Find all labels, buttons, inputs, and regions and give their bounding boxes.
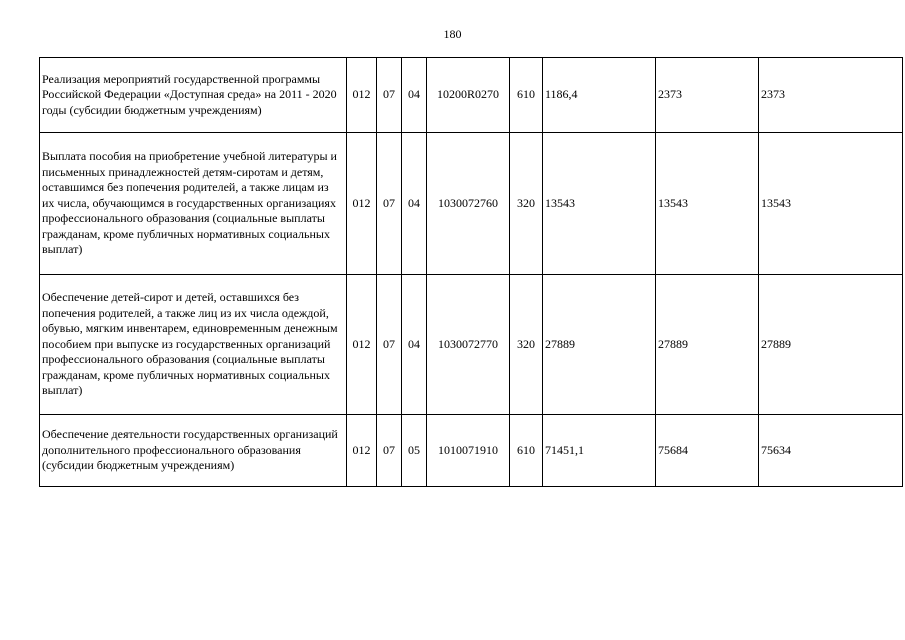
section-code-cell: 07 bbox=[377, 275, 402, 415]
description-cell: Обеспечение детей-сирот и детей, оставшихся без попечения родителей, а также лиц из их числа одеждой, обувью, мягким инвентарем, единовременным денежным пособием при выпуске из государственных организаций профессионального образования (социальные выплаты гражданам, кроме публичных нормативных социальных выплат) bbox=[40, 275, 347, 415]
amount-year1-cell: 1186,4 bbox=[543, 58, 656, 133]
amount-year2-cell: 75684 bbox=[656, 415, 759, 487]
amount-year3-cell: 2373 bbox=[759, 58, 903, 133]
section-code-cell: 07 bbox=[377, 58, 402, 133]
amount-year3-cell: 13543 bbox=[759, 133, 903, 275]
description-cell: Выплата пособия на приобретение учебной литературы и письменных принадлежностей детям-сиротам и детям, оставшимся без попечения родителей, а также лицам из их числа, обучающимся в государственных организациях профессионального образования (социальные выплаты гражданам, кроме публичных нормативных социальных выплат) bbox=[40, 133, 347, 275]
subsection-code-cell: 05 bbox=[402, 415, 427, 487]
amount-year2-cell: 2373 bbox=[656, 58, 759, 133]
amount-year1-cell: 71451,1 bbox=[543, 415, 656, 487]
target-code-cell: 1030072770 bbox=[427, 275, 510, 415]
expense-type-cell: 610 bbox=[510, 415, 543, 487]
amount-year2-cell: 13543 bbox=[656, 133, 759, 275]
subsection-code-cell: 04 bbox=[402, 58, 427, 133]
target-code-cell: 10200R0270 bbox=[427, 58, 510, 133]
target-code-cell: 1030072760 bbox=[427, 133, 510, 275]
section-code-cell: 07 bbox=[377, 415, 402, 487]
target-code-cell: 1010071910 bbox=[427, 415, 510, 487]
ministry-code-cell: 012 bbox=[347, 275, 377, 415]
amount-year3-cell: 75634 bbox=[759, 415, 903, 487]
amount-year3-cell: 27889 bbox=[759, 275, 903, 415]
amount-year1-cell: 27889 bbox=[543, 275, 656, 415]
amount-year1-cell: 13543 bbox=[543, 133, 656, 275]
subsection-code-cell: 04 bbox=[402, 133, 427, 275]
amount-year2-cell: 27889 bbox=[656, 275, 759, 415]
table-row bbox=[40, 58, 903, 133]
description-cell: Реализация мероприятий государственной программы Российской Федерации «Доступная среда» на 2011 - 2020 годы (субсидии бюджетным учреждениям) bbox=[40, 58, 347, 133]
table-row bbox=[40, 415, 903, 487]
table-row bbox=[40, 275, 903, 415]
page-number: 180 bbox=[443, 27, 462, 41]
subsection-code-cell: 04 bbox=[402, 275, 427, 415]
description-cell: Обеспечение деятельности государственных организаций дополнительного профессионального образования (субсидии бюджетным учреждениям) bbox=[40, 415, 347, 487]
expense-type-cell: 610 bbox=[510, 58, 543, 133]
ministry-code-cell: 012 bbox=[347, 58, 377, 133]
expense-type-cell: 320 bbox=[510, 133, 543, 275]
expense-type-cell: 320 bbox=[510, 275, 543, 415]
section-code-cell: 07 bbox=[377, 133, 402, 275]
budget-table bbox=[39, 57, 903, 487]
ministry-code-cell: 012 bbox=[347, 133, 377, 275]
table-row bbox=[40, 133, 903, 275]
ministry-code-cell: 012 bbox=[347, 415, 377, 487]
